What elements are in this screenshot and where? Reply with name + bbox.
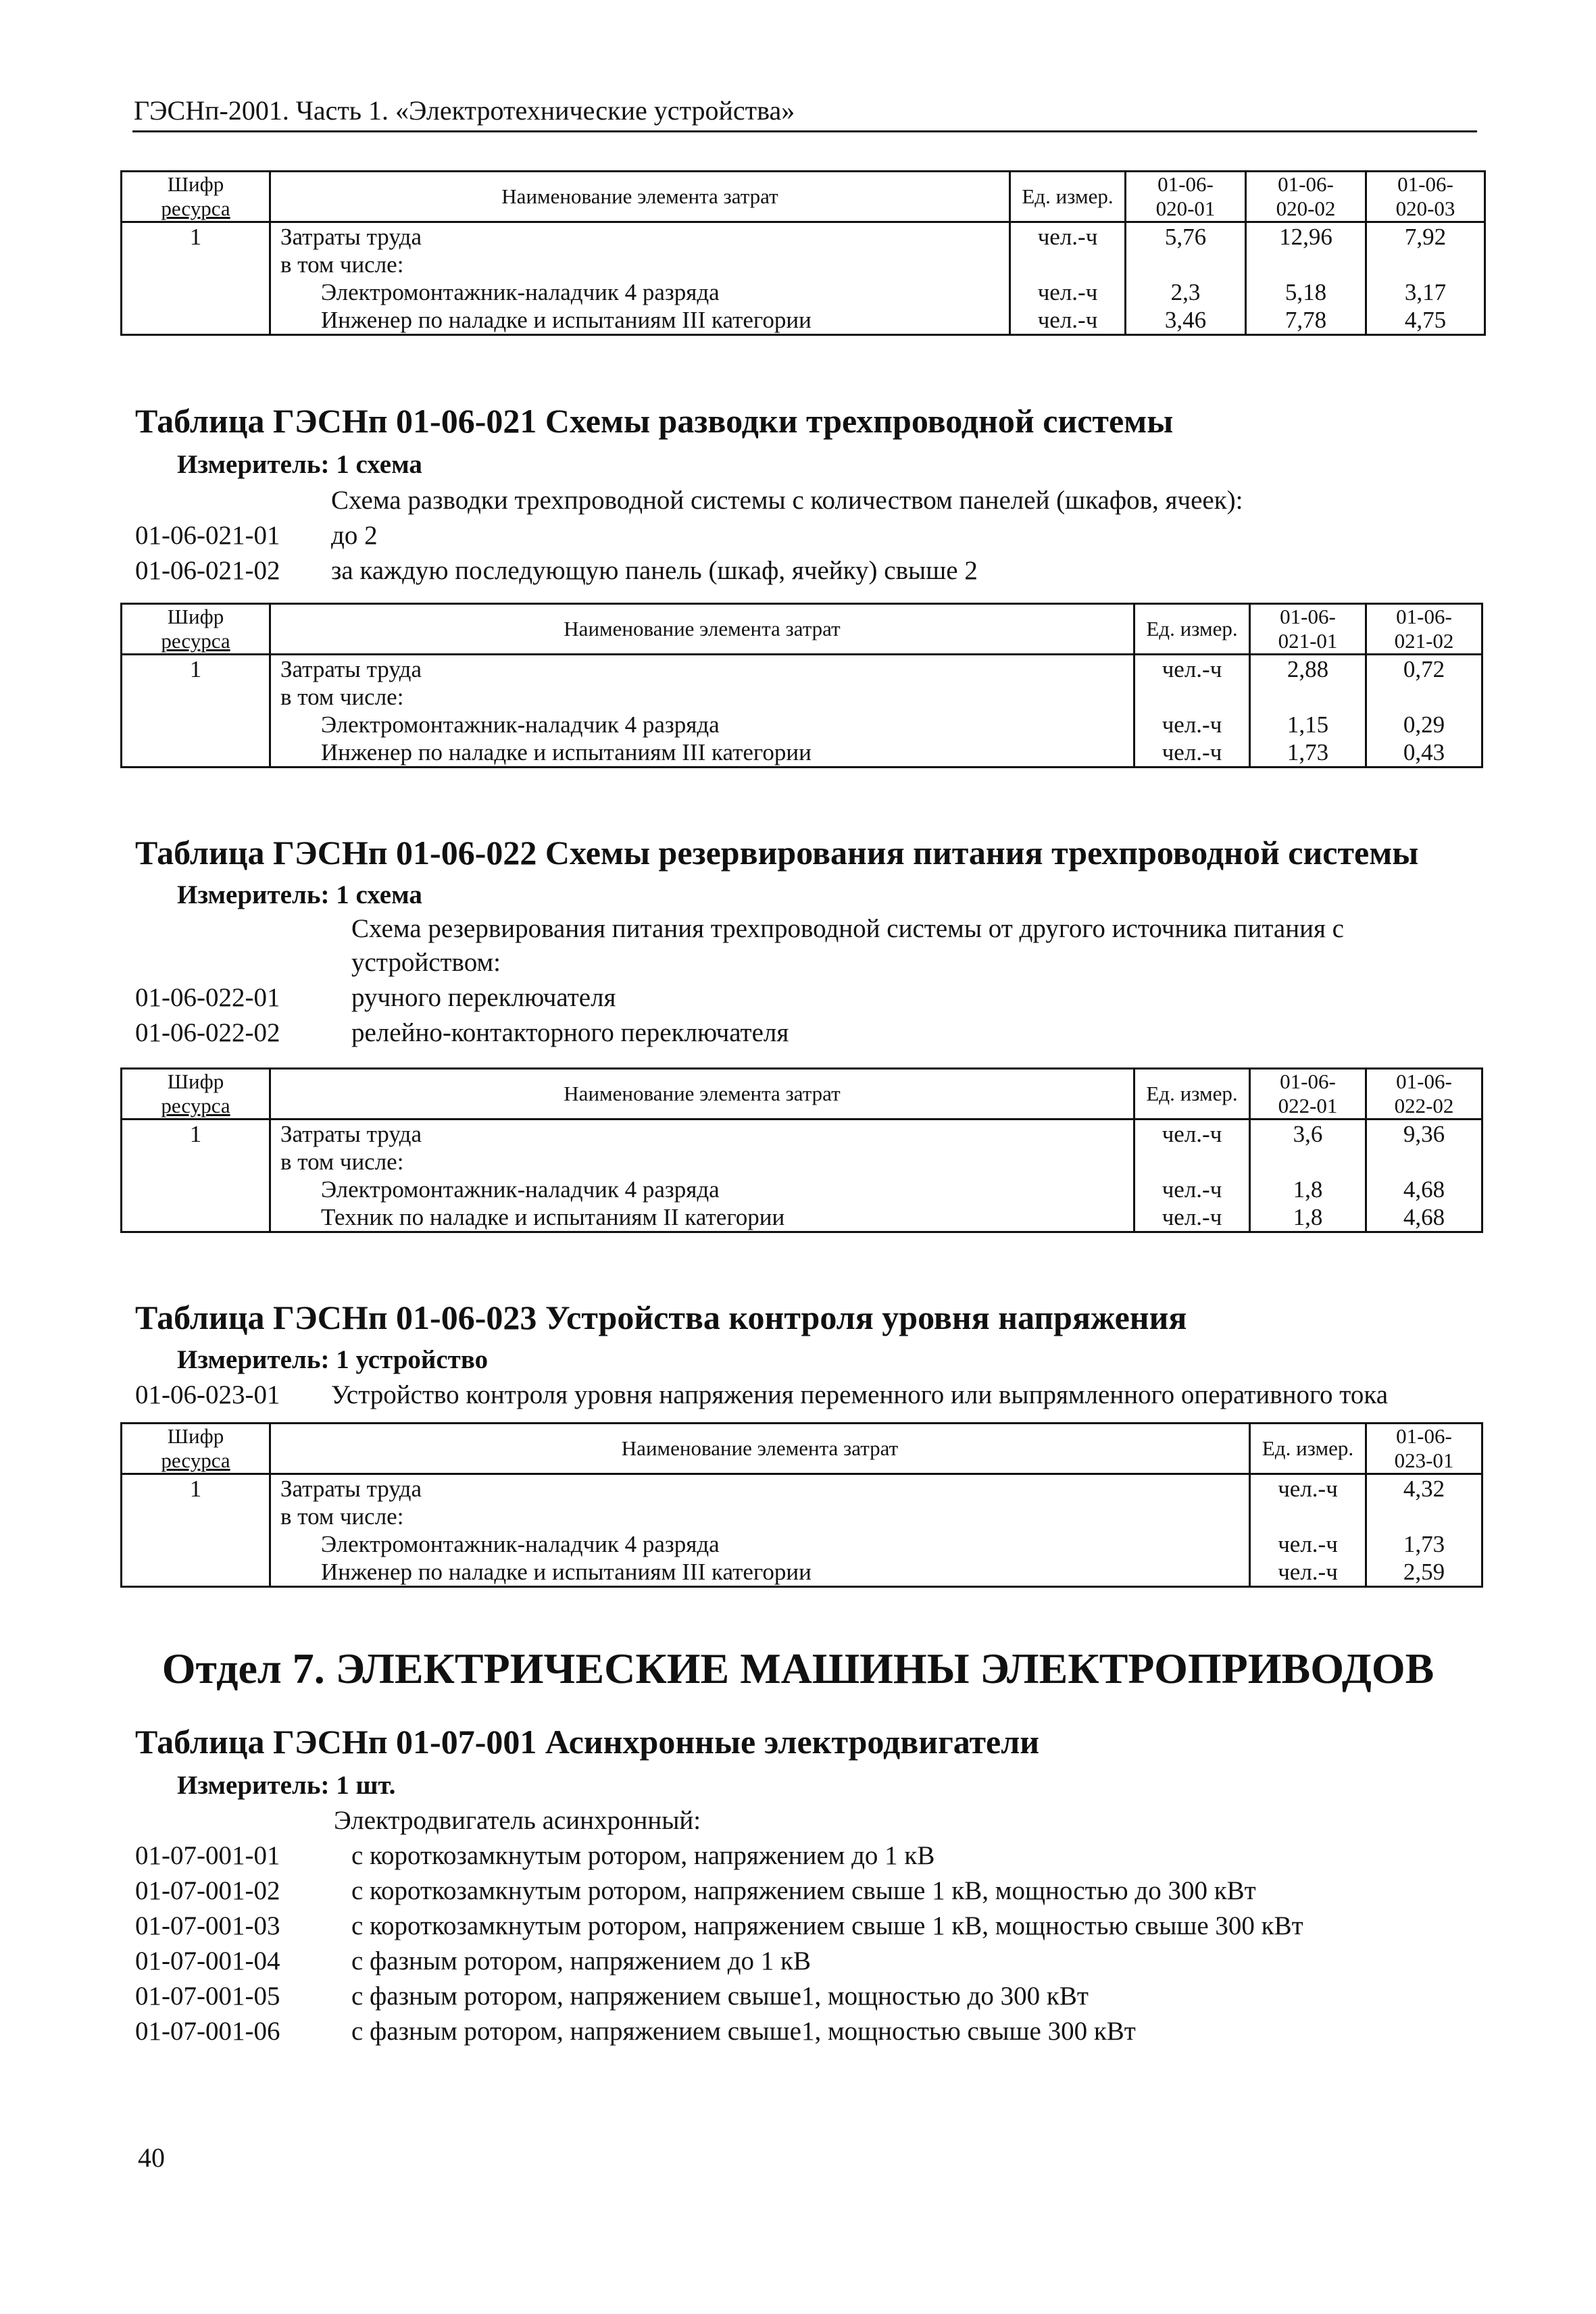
item-text: с фазным ротором, напряжением свыше1, мощностью свыше 300 кВт — [351, 2017, 1136, 2046]
col-name-header: Наименование элемента затрат — [270, 1069, 1134, 1120]
running-header: ГЭСНп-2001. Часть 1. «Электротехнические устройства» — [134, 95, 795, 126]
item-text: с фазным ротором, напряжением до 1 кВ — [351, 1946, 812, 1976]
meter-022: Измеритель: 1 схема — [177, 880, 422, 909]
table-row: в том числе: — [122, 683, 1482, 711]
item-text: релейно-контакторного переключателя — [351, 1018, 789, 1047]
col-code-header: Шифр ресурса — [122, 1069, 270, 1120]
table-row: 1 Затраты труда чел.-ч 5,76 12,96 7,92 — [122, 222, 1485, 251]
item-code: 01-07-001-02 — [135, 1876, 280, 1905]
table-row: в том числе: — [122, 1148, 1482, 1176]
table-row: в том числе: — [122, 251, 1485, 278]
col-code-header: Шифр ресурса — [122, 1424, 270, 1474]
item-code: 01-07-001-05 — [135, 1982, 280, 2011]
item-text: за каждую последующую панель (шкаф, ячейку) свыше 2 — [331, 556, 978, 585]
item-code: 01-07-001-01 — [135, 1841, 280, 1870]
section-title-021: Таблица ГЭСНп 01-06-021 Схемы разводки трехпроводной системы — [135, 402, 1174, 440]
section-title-022: Таблица ГЭСНп 01-06-022 Схемы резервирования питания трехпроводной системы — [135, 834, 1419, 872]
col-norm-header: 01-06- 022-02 — [1366, 1069, 1482, 1120]
table-row: Электромонтажник-наладчик 4 разряда чел.-ч 1,73 — [122, 1530, 1482, 1558]
item-text: ручного переключателя — [351, 983, 616, 1012]
table-row: Инженер по наладке и испытаниям III категории чел.-ч 2,59 — [122, 1558, 1482, 1587]
item-text: Устройство контроля уровня напряжения переменного или выпрямленного оперативного тока — [331, 1380, 1388, 1409]
table-header-row — [122, 1424, 1482, 1474]
section-title-023: Таблица ГЭСНп 01-06-023 Устройства контроля уровня напряжения — [135, 1299, 1187, 1336]
table-row: Техник по наладке и испытаниям II категории чел.-ч 1,8 4,68 — [122, 1203, 1482, 1232]
department-title: Отдел 7. ЭЛЕКТРИЧЕСКИЕ МАШИНЫ ЭЛЕКТРОПРИВОДОВ — [161, 1644, 1435, 1692]
table-row: Инженер по наладке и испытаниям III категории чел.-ч 1,73 0,43 — [122, 738, 1482, 768]
table-row: Электромонтажник-наладчик 4 разряда чел.-ч 1,8 4,68 — [122, 1176, 1482, 1203]
meter-021: Измеритель: 1 схема — [177, 450, 422, 479]
intro-071: Электродвигатель асинхронный: — [334, 1806, 701, 1835]
col-name-header: Наименование элемента затрат — [270, 172, 1010, 222]
item-code: 01-07-001-03 — [135, 1911, 280, 1940]
item-code: 01-06-023-01 — [135, 1380, 280, 1409]
meter-071: Измеритель: 1 шт. — [177, 1771, 396, 1800]
col-norm-header: 01-06- 023-01 — [1366, 1424, 1482, 1474]
section-title-071: Таблица ГЭСНп 01-07-001 Асинхронные электродвигатели — [135, 1723, 1040, 1761]
col-norm-header: 01-06- 020-03 — [1366, 172, 1485, 222]
col-norm-header: 01-06- 020-01 — [1126, 172, 1246, 222]
col-norm-header: 01-06- 022-01 — [1250, 1069, 1366, 1120]
table-row: 1 Затраты труда чел.-ч 2,88 0,72 — [122, 655, 1482, 684]
table-020 — [120, 170, 1486, 336]
col-name-header: Наименование элемента затрат — [270, 604, 1134, 655]
item-code: 01-07-001-04 — [135, 1946, 280, 1976]
table-022 — [120, 1067, 1483, 1233]
col-unit-header: Ед. измер. — [1134, 1069, 1250, 1120]
table-header-row — [122, 604, 1482, 655]
table-row: Электромонтажник-наладчик 4 разряда чел.-ч 2,3 5,18 3,17 — [122, 278, 1485, 306]
item-code: 01-07-001-06 — [135, 2017, 280, 2046]
table-header-row — [122, 1069, 1482, 1120]
item-code: 01-06-022-02 — [135, 1018, 280, 1047]
col-code-header: Шифр ресурса — [122, 604, 270, 655]
col-unit-header: Ед. измер. — [1250, 1424, 1366, 1474]
item-text: с короткозамкнутым ротором, напряжением свыше 1 кВ, мощностью свыше 300 кВт — [351, 1911, 1303, 1940]
col-unit-header: Ед. измер. — [1134, 604, 1250, 655]
table-row: в том числе: — [122, 1503, 1482, 1530]
item-code: 01-06-022-01 — [135, 983, 280, 1012]
table-021 — [120, 603, 1483, 768]
table-row: Инженер по наладке и испытаниям III категории чел.-ч 3,46 7,78 4,75 — [122, 306, 1485, 335]
col-norm-header: 01-06- 021-02 — [1366, 604, 1482, 655]
intro-022-line1: Схема резервирования питания трехпроводной системы от другого источника питания с — [351, 914, 1344, 943]
col-norm-header: 01-06- 020-02 — [1246, 172, 1366, 222]
table-row: 1 Затраты труда чел.-ч 4,32 — [122, 1474, 1482, 1503]
item-code: 01-06-021-02 — [135, 556, 280, 585]
col-norm-header: 01-06- 021-01 — [1250, 604, 1366, 655]
table-row: Электромонтажник-наладчик 4 разряда чел.-ч 1,15 0,29 — [122, 711, 1482, 738]
header-rule — [132, 130, 1477, 132]
intro-021: Схема разводки трехпроводной системы с количеством панелей (шкафов, ячеек): — [331, 486, 1243, 515]
meter-023: Измеритель: 1 устройство — [177, 1345, 489, 1374]
item-text: до 2 — [331, 521, 378, 550]
col-name-header: Наименование элемента затрат — [270, 1424, 1250, 1474]
table-row: 1 Затраты труда чел.-ч 3,6 9,36 — [122, 1120, 1482, 1149]
item-text: с короткозамкнутым ротором, напряжением свыше 1 кВ, мощностью до 300 кВт — [351, 1876, 1256, 1905]
item-text: с короткозамкнутым ротором, напряжением до 1 кВ — [351, 1841, 935, 1870]
intro-022-line2: устройством: — [351, 948, 501, 977]
col-code-header: Шифр ресурса — [122, 172, 270, 222]
page-number: 40 — [138, 2142, 165, 2173]
item-code: 01-06-021-01 — [135, 521, 280, 550]
table-header-row — [122, 172, 1485, 222]
item-text: с фазным ротором, напряжением свыше1, мощностью до 300 кВт — [351, 1982, 1089, 2011]
table-023 — [120, 1422, 1483, 1588]
col-unit-header: Ед. измер. — [1010, 172, 1126, 222]
